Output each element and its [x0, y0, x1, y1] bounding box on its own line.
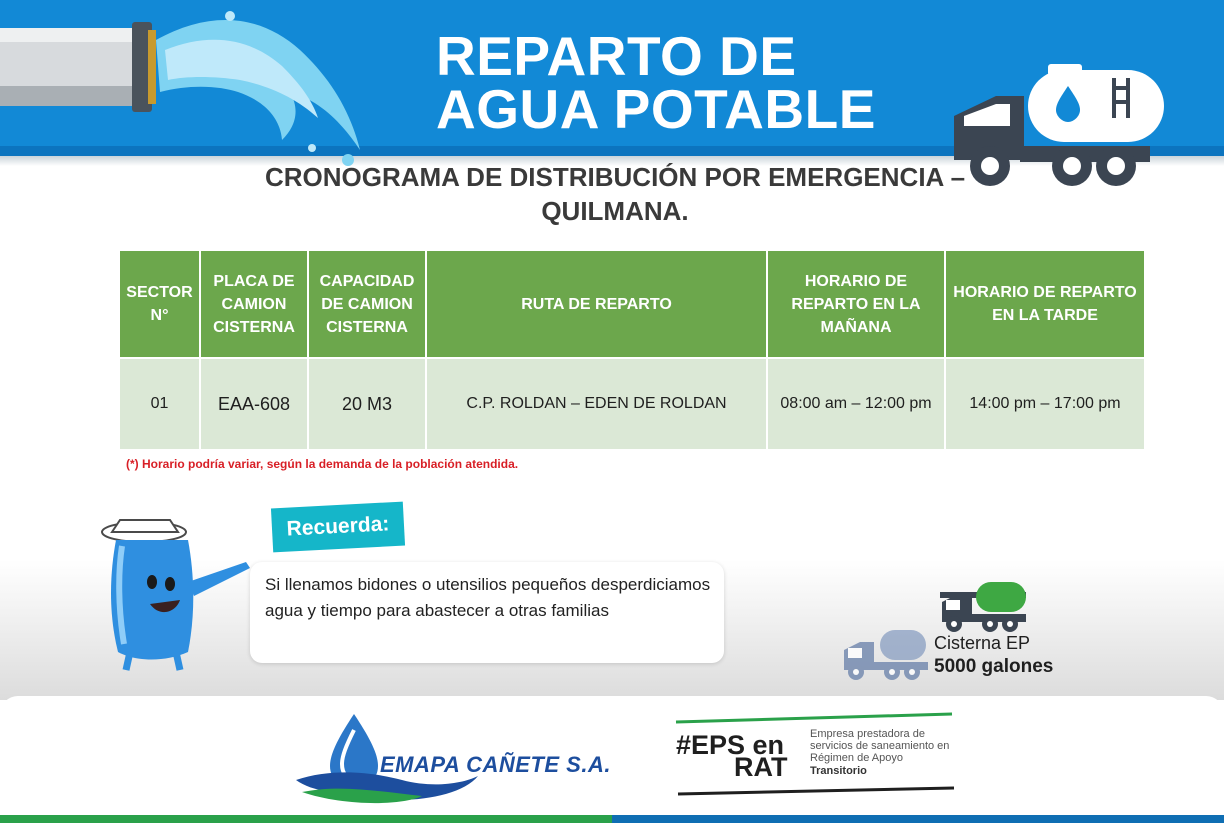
table-header-row — [120, 251, 1145, 358]
reminder-badge: Recuerda: — [271, 502, 405, 553]
title-line-2: AGUA POTABLE — [436, 78, 876, 140]
cell-sector: 01 — [120, 358, 200, 449]
reminder-text: Si llenamos bidones o utensilios pequeños desperdiciamos agua y tiempo para abastecer a otras familias — [265, 575, 711, 620]
title-line-1: REPARTO DE — [436, 25, 797, 87]
water-pipe-icon — [0, 0, 380, 170]
page-title — [436, 25, 956, 140]
column-header-route: RUTA DE REPARTO — [426, 251, 767, 358]
eps-rat: RAT — [734, 752, 788, 782]
cell-capacity: 20 M3 — [308, 358, 426, 449]
column-header-morning: HORARIO DE REPARTO EN LA MAÑANA — [767, 251, 945, 358]
cistern-capacity: 5000 galones — [934, 656, 1054, 677]
column-header-afternoon: HORARIO DE REPARTO EN LA TARDE — [945, 251, 1145, 358]
bottom-bar-blue — [612, 815, 1224, 823]
company-name: EMAPA CAÑETE S.A. — [380, 752, 611, 777]
cell-route: C.P. ROLDAN – EDEN DE ROLDAN — [426, 358, 767, 449]
cell-plate: EAA-608 — [200, 358, 308, 449]
eps-hashtag: #EPS en — [676, 730, 785, 760]
column-header-plate: PLACA DE CAMION CISTERNA — [200, 251, 308, 358]
cell-afternoon: 14:00 pm – 17:00 pm — [945, 358, 1145, 449]
eps-description: Empresa prestadora de servicios de saneamiento en Régimen de Apoyo — [810, 728, 950, 764]
bottom-bar-green — [0, 815, 612, 823]
column-header-capacity: CAPACIDAD DE CAMION CISTERNA — [308, 251, 426, 358]
footer — [0, 696, 1224, 818]
table-row — [120, 358, 1145, 449]
eps-description-bold: Transitorio — [810, 765, 867, 777]
cell-morning: 08:00 am – 12:00 pm — [767, 358, 945, 449]
schedule-subtitle: CRONOGRAMA DE DISTRIBUCIÓN POR EMERGENCIA – QUILMANA. — [264, 162, 966, 226]
water-jug-mascot-icon — [96, 512, 256, 676]
schedule-table — [120, 251, 1146, 449]
cistern-name: Cisterna EP — [934, 633, 1031, 653]
schedule-note: (*) Horario podría variar, según la demanda de la población atendida. — [126, 457, 519, 471]
column-header-sector: SECTOR N° — [120, 251, 200, 358]
